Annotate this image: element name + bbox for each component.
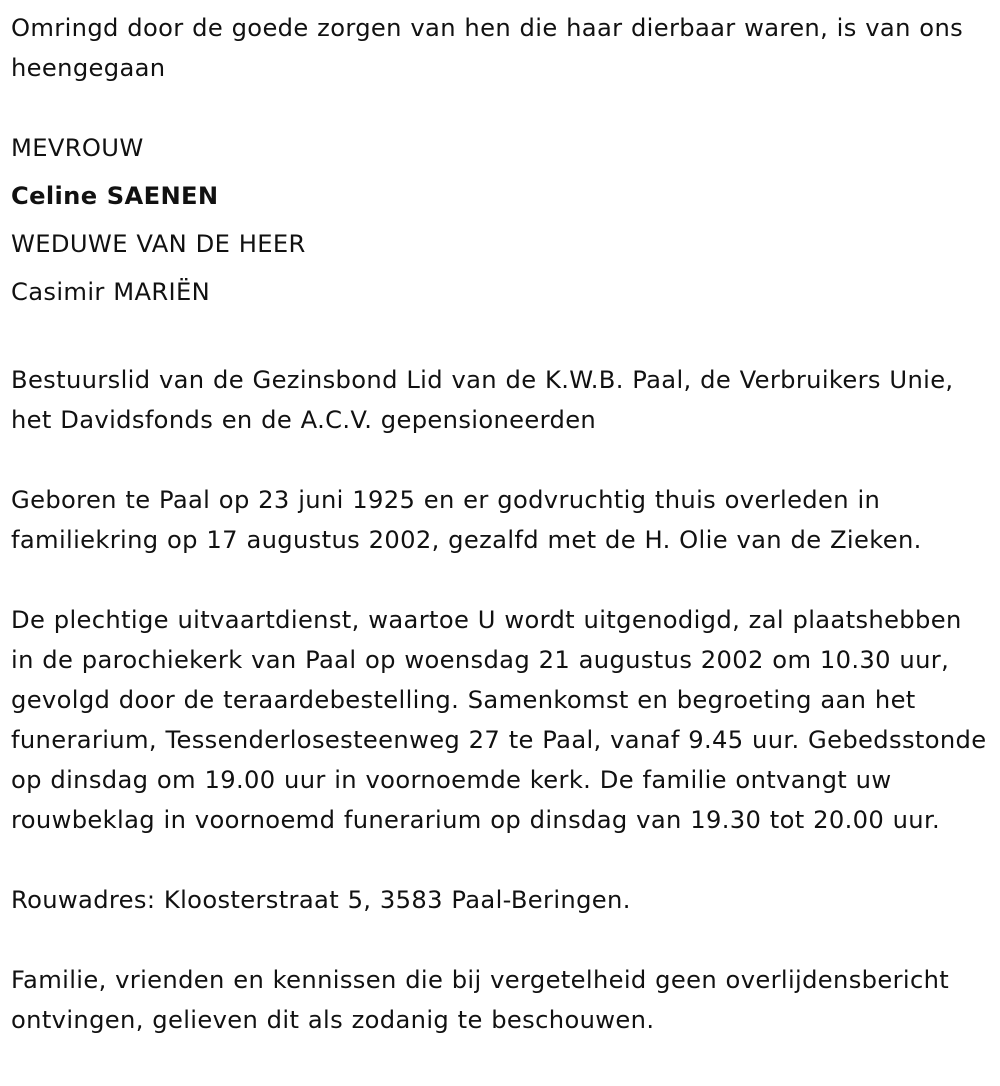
- spouse-name: Casimir MARIËN: [11, 278, 211, 306]
- deceased-block: [11, 124, 990, 316]
- service-paragraph: De plechtige uitvaartdienst, waartoe U wordt uitgenodigd, zal plaatshebben in de parochiekerk van Paal op woensdag 21 augustus 2002 om 10.30 uur, gevolgd door de teraardebestelling. Samenkomst en begroeting aan het funerarium, Tessenderlosesteenweg 27 te Paal, vanaf 9.45 uur. Gebedsstonde op dinsdag om 19.00 uur in voornoemde kerk. De familie ontvangt uw rouwbeklag in voornoemd funerarium op dinsdag van 19.30 tot 20.00 uur.: [11, 606, 987, 834]
- birth-death-paragraph: Geboren te Paal op 23 juni 1925 en er godvruchtig thuis overleden in familiekring op 17 augustus 2002, gezalfd met de H. Olie van de Zieken.: [11, 486, 922, 554]
- closing-paragraph: Familie, vrienden en kennissen die bij vergetelheid geen overlijdensbericht ontvingen, gelieven dit als zodanig te beschouwen.: [11, 966, 950, 1034]
- deceased-name: Celine SAENEN: [11, 182, 219, 210]
- salutation: MEVROUW: [11, 134, 144, 162]
- intro-paragraph: Omringd door de goede zorgen van hen die haar dierbaar waren, is van ons heengegaan: [11, 14, 964, 82]
- relation-label: WEDUWE VAN DE HEER: [11, 230, 306, 258]
- memberships-paragraph: Bestuurslid van de Gezinsbond Lid van de K.W.B. Paal, de Verbruikers Unie, het Davidsfonds en de A.C.V. gepensioneerden: [11, 366, 954, 434]
- address-paragraph: Rouwadres: Kloosterstraat 5, 3583 Paal-Beringen.: [11, 886, 631, 914]
